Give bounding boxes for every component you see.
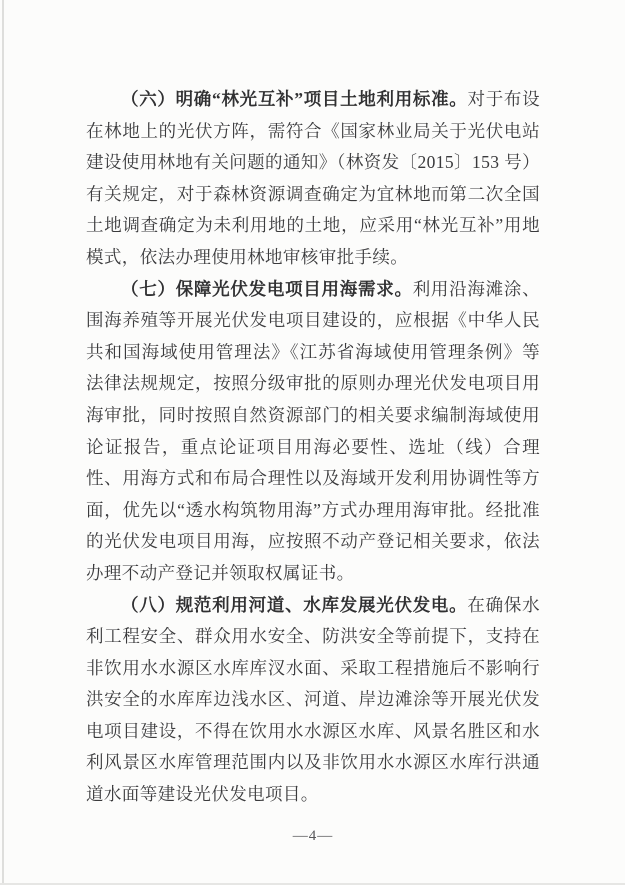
- paragraph-6-heading: （六）明确“林光互补”项目土地利用标准。: [121, 89, 468, 109]
- paragraph-7-heading: （七）保障光伏发电项目用海需求。: [121, 278, 413, 299]
- paragraph-6-body: 对于布设在林地上的光伏方阵，需符合《国家林业局关于光伏电站建设使用林地有关问题的通知》（林资发〔2015〕153 号）有关规定，对于森林资源调查确定为宜林地而第二次全国土地调查确定为未利用地的土地，应采用“林光互补”用地模式，依法办理使用林地审核审批手续。: [86, 89, 540, 267]
- paragraph-8-body: 在确保水利工程安全、群众用水安全、防洪安全等前提下，支持在非饮用水水源区水库库汊水面、采取工程措施后不影响行洪安全的水库库边浅水区、河道、岸边滩涂等开展光伏发电项目建设，不得在饮用水水源区水库、风景名胜区和水利风景区水库管理范围内以及非饮用水水源区水库行洪通道水面等建设光伏发电项目。: [86, 594, 540, 805]
- page-number: —4—: [292, 827, 334, 844]
- paragraph-7: [86, 274, 540, 590]
- scan-edge-artifact-left: [2, 0, 4, 885]
- paragraph-6: [86, 84, 540, 274]
- paragraph-8: [86, 590, 540, 811]
- paragraph-7-body: 利用沿海滩涂、围海养殖等开展光伏发电项目建设的，应根据《中华人民共和国海域使用管理法》《江苏省海域使用管理条例》等法律法规规定，按照分级审批的原则办理光伏发电项目用海审批，同时按照自然资源部门的相关要求编制海域使用论证报告，重点论证项目用海必要性、选址（线）合理性、用海方式和布局合理性以及海域开发利用协调性等方面，优先以“透水构筑物用海”方式办理用海审批。经批准的光伏发电项目用海，应按照不动产登记相关要求，依法办理不动产登记并领取权属证书。: [86, 278, 540, 583]
- paragraph-8-heading: （八）规范利用河道、水库发展光伏发电。: [121, 594, 468, 615]
